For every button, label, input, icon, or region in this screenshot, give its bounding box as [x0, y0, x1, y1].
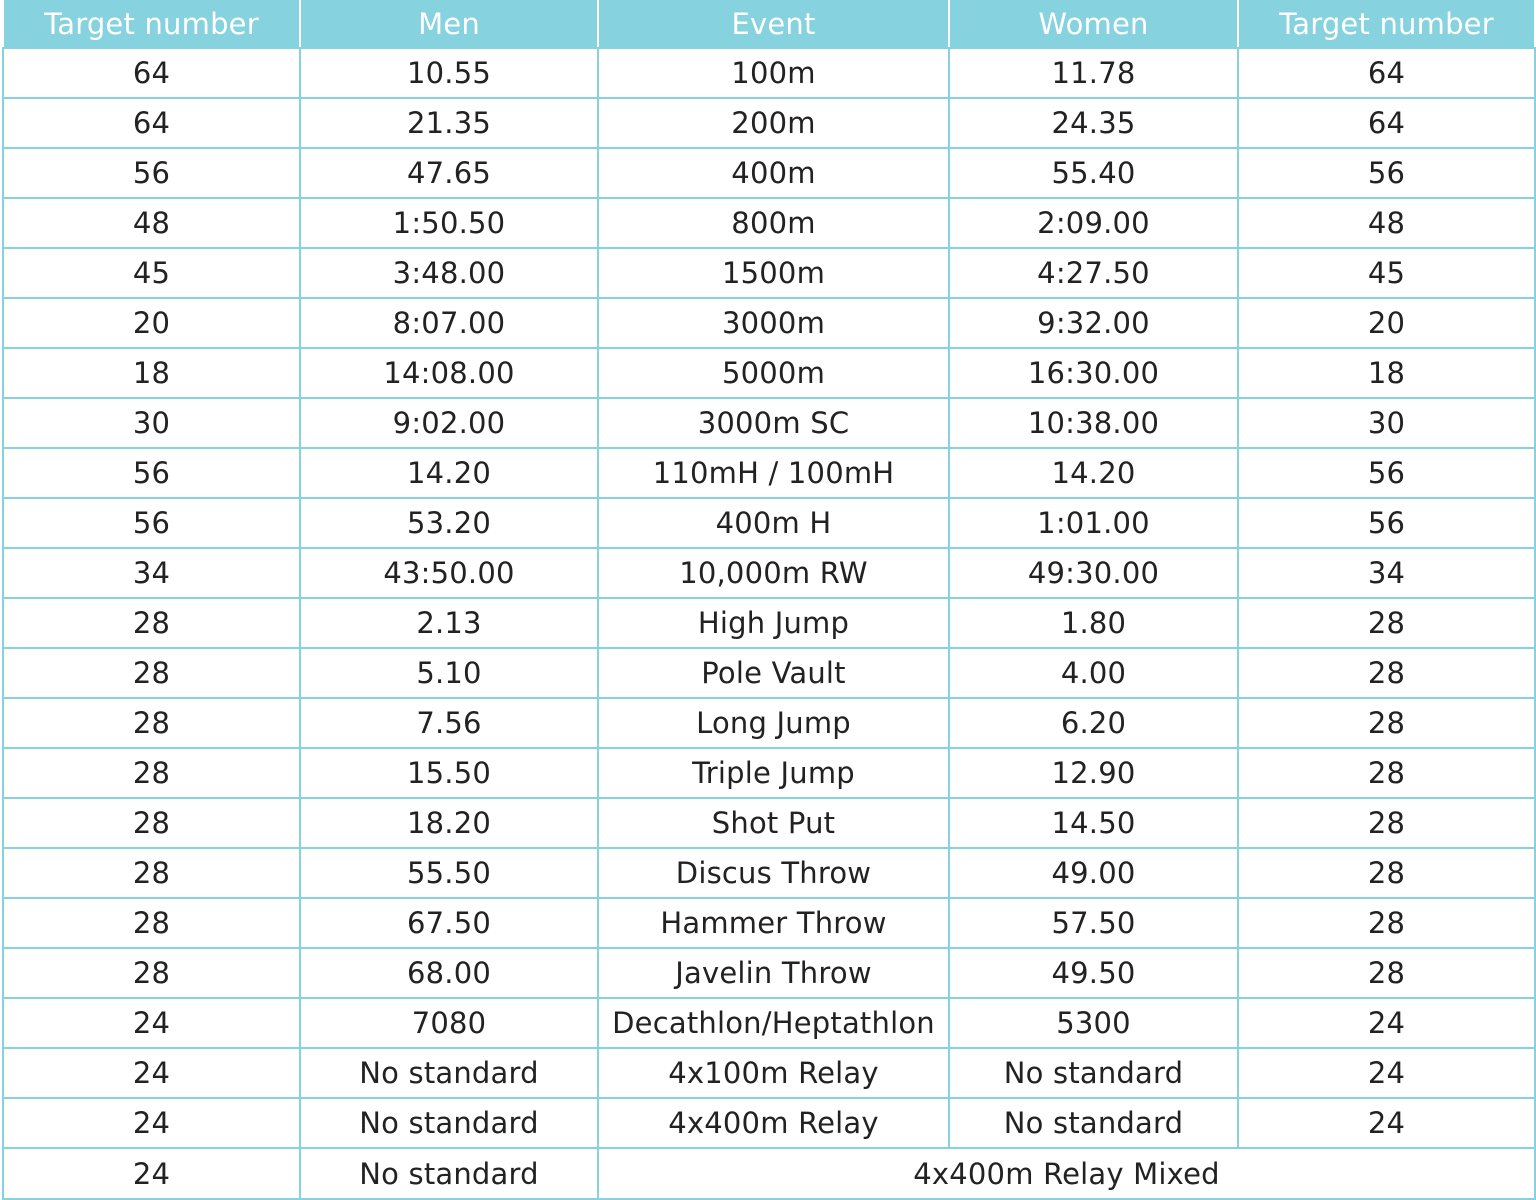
table-row: [3, 248, 1535, 298]
cell-target-number: 28: [1238, 598, 1535, 648]
header-target-number-men: Target number: [3, 0, 300, 48]
table-row: [3, 948, 1535, 998]
table-row: [3, 598, 1535, 648]
standards-table-container: [2, 0, 1534, 1200]
cell-men-standard: 47.65: [300, 148, 598, 198]
cell-event: 400m H: [598, 498, 949, 548]
cell-target-number: 56: [3, 148, 300, 198]
cell-target-number: 64: [3, 48, 300, 98]
cell-event: 200m: [598, 98, 949, 148]
cell-target-number: 20: [1238, 298, 1535, 348]
cell-men-standard: 10.55: [300, 48, 598, 98]
table-row-mixed-relay: [3, 1148, 1535, 1199]
cell-women-standard: 24.35: [949, 98, 1238, 148]
cell-men-standard: 2.13: [300, 598, 598, 648]
cell-target-number: 28: [3, 848, 300, 898]
cell-target-number: 64: [1238, 98, 1535, 148]
cell-event: Decathlon/Heptathlon: [598, 998, 949, 1048]
table-row: [3, 848, 1535, 898]
cell-women-standard: 11.78: [949, 48, 1238, 98]
cell-target-number: 34: [3, 548, 300, 598]
cell-men-standard: 18.20: [300, 798, 598, 848]
cell-event: 3000m: [598, 298, 949, 348]
cell-event: Discus Throw: [598, 848, 949, 898]
cell-men-standard: No standard: [300, 1098, 598, 1148]
cell-target-number: 28: [3, 948, 300, 998]
table-row: [3, 798, 1535, 848]
cell-event: 4x100m Relay: [598, 1048, 949, 1098]
cell-target-number: 24: [3, 998, 300, 1048]
cell-target-number: 28: [3, 748, 300, 798]
cell-men-standard: 7080: [300, 998, 598, 1048]
table-row: [3, 498, 1535, 548]
cell-target-number: 28: [1238, 948, 1535, 998]
header-row: [3, 0, 1535, 48]
cell-target-number: 24: [3, 1048, 300, 1098]
table-row: [3, 198, 1535, 248]
table-row: [3, 698, 1535, 748]
cell-target-number: 28: [3, 598, 300, 648]
cell-target-number: 28: [3, 898, 300, 948]
cell-target-number: 28: [3, 698, 300, 748]
cell-event: Shot Put: [598, 798, 949, 848]
cell-men-standard: No standard: [300, 1148, 598, 1199]
cell-women-standard: 1.80: [949, 598, 1238, 648]
cell-target-number: 56: [1238, 498, 1535, 548]
cell-target-number: 64: [3, 98, 300, 148]
cell-target-number: 24: [3, 1148, 300, 1199]
cell-women-standard: No standard: [949, 1048, 1238, 1098]
cell-target-number: 45: [1238, 248, 1535, 298]
cell-event: 400m: [598, 148, 949, 198]
cell-event: 800m: [598, 198, 949, 248]
table-row: [3, 348, 1535, 398]
cell-target-number: 28: [1238, 648, 1535, 698]
table-row: [3, 48, 1535, 98]
cell-event: Long Jump: [598, 698, 949, 748]
table-row: [3, 998, 1535, 1048]
cell-event: 5000m: [598, 348, 949, 398]
cell-men-standard: 55.50: [300, 848, 598, 898]
cell-event: 3000m SC: [598, 398, 949, 448]
cell-women-standard: No standard: [949, 1098, 1238, 1148]
cell-women-standard: 49:30.00: [949, 548, 1238, 598]
cell-men-standard: 3:48.00: [300, 248, 598, 298]
table-row: [3, 1098, 1535, 1148]
cell-men-standard: 9:02.00: [300, 398, 598, 448]
cell-target-number: 18: [1238, 348, 1535, 398]
cell-event: 10,000m RW: [598, 548, 949, 598]
cell-men-standard: 5.10: [300, 648, 598, 698]
table-row: [3, 398, 1535, 448]
cell-women-standard: 49.50: [949, 948, 1238, 998]
header-event: Event: [598, 0, 949, 48]
cell-women-standard: 10:38.00: [949, 398, 1238, 448]
cell-women-standard: 14.50: [949, 798, 1238, 848]
cell-women-standard: 9:32.00: [949, 298, 1238, 348]
cell-target-number: 28: [1238, 848, 1535, 898]
cell-women-standard: 12.90: [949, 748, 1238, 798]
table-row: [3, 748, 1535, 798]
cell-men-standard: 68.00: [300, 948, 598, 998]
cell-target-number: 28: [1238, 798, 1535, 848]
cell-men-standard: 8:07.00: [300, 298, 598, 348]
table-row: [3, 298, 1535, 348]
cell-event: Javelin Throw: [598, 948, 949, 998]
cell-women-standard: 5300: [949, 998, 1238, 1048]
cell-women-standard: 55.40: [949, 148, 1238, 198]
cell-men-standard: 7.56: [300, 698, 598, 748]
table-row: [3, 648, 1535, 698]
cell-target-number: 30: [3, 398, 300, 448]
cell-women-standard: 49.00: [949, 848, 1238, 898]
cell-men-standard: No standard: [300, 1048, 598, 1098]
cell-event: High Jump: [598, 598, 949, 648]
cell-event: Pole Vault: [598, 648, 949, 698]
cell-target-number: 28: [1238, 698, 1535, 748]
cell-target-number: 24: [1238, 998, 1535, 1048]
cell-target-number: 56: [3, 498, 300, 548]
cell-target-number: 56: [1238, 148, 1535, 198]
cell-event: 100m: [598, 48, 949, 98]
cell-women-standard: 1:01.00: [949, 498, 1238, 548]
table-row: [3, 1048, 1535, 1098]
cell-target-number: 64: [1238, 48, 1535, 98]
header-target-number-women: Target number: [1238, 0, 1535, 48]
cell-men-standard: 21.35: [300, 98, 598, 148]
cell-event: Hammer Throw: [598, 898, 949, 948]
table-row: [3, 148, 1535, 198]
cell-target-number: 56: [1238, 448, 1535, 498]
cell-men-standard: 1:50.50: [300, 198, 598, 248]
cell-event: 1500m: [598, 248, 949, 298]
cell-target-number: 48: [3, 198, 300, 248]
cell-women-standard: 16:30.00: [949, 348, 1238, 398]
cell-target-number: 28: [3, 648, 300, 698]
cell-men-standard: 14:08.00: [300, 348, 598, 398]
cell-event: 4x400m Relay Mixed: [598, 1148, 1535, 1199]
cell-men-standard: 53.20: [300, 498, 598, 548]
cell-target-number: 28: [1238, 898, 1535, 948]
cell-target-number: 18: [3, 348, 300, 398]
cell-men-standard: 43:50.00: [300, 548, 598, 598]
cell-women-standard: 2:09.00: [949, 198, 1238, 248]
cell-women-standard: 14.20: [949, 448, 1238, 498]
cell-target-number: 34: [1238, 548, 1535, 598]
cell-target-number: 24: [1238, 1048, 1535, 1098]
header-women: Women: [949, 0, 1238, 48]
cell-target-number: 24: [3, 1098, 300, 1148]
table-row: [3, 898, 1535, 948]
table-row: [3, 98, 1535, 148]
cell-target-number: 28: [1238, 748, 1535, 798]
cell-women-standard: 57.50: [949, 898, 1238, 948]
table-body: [3, 48, 1535, 1199]
cell-event: Triple Jump: [598, 748, 949, 798]
cell-target-number: 48: [1238, 198, 1535, 248]
cell-event: 110mH / 100mH: [598, 448, 949, 498]
cell-women-standard: 4.00: [949, 648, 1238, 698]
cell-women-standard: 4:27.50: [949, 248, 1238, 298]
cell-target-number: 45: [3, 248, 300, 298]
cell-target-number: 28: [3, 798, 300, 848]
cell-men-standard: 14.20: [300, 448, 598, 498]
qualifying-standards-table: [2, 0, 1536, 1200]
cell-target-number: 30: [1238, 398, 1535, 448]
cell-women-standard: 6.20: [949, 698, 1238, 748]
table-row: [3, 548, 1535, 598]
cell-target-number: 20: [3, 298, 300, 348]
header-men: Men: [300, 0, 598, 48]
cell-men-standard: 15.50: [300, 748, 598, 798]
cell-target-number: 24: [1238, 1098, 1535, 1148]
cell-event: 4x400m Relay: [598, 1098, 949, 1148]
cell-target-number: 56: [3, 448, 300, 498]
table-row: [3, 448, 1535, 498]
cell-men-standard: 67.50: [300, 898, 598, 948]
